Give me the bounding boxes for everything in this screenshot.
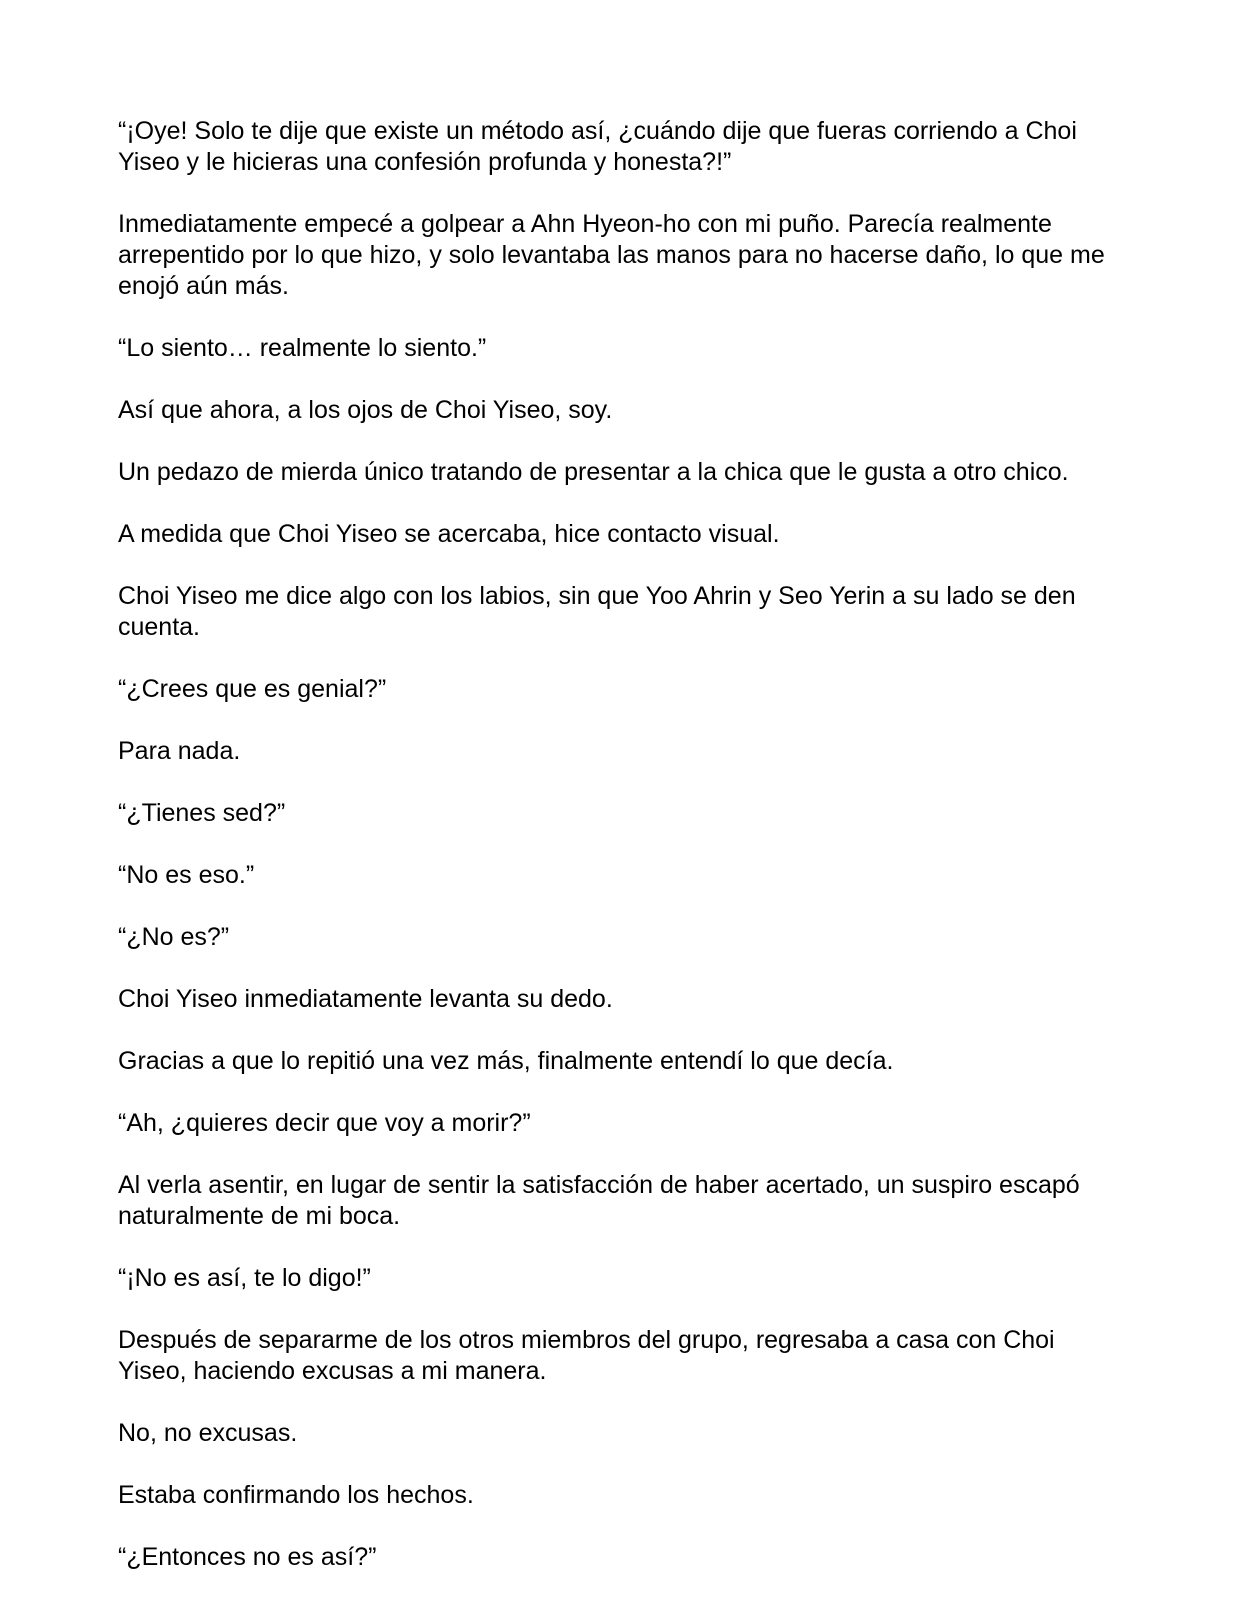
paragraph: “Ah, ¿quieres decir que voy a morir?” xyxy=(118,1109,531,1137)
paragraph: Después de separarme de los otros miembros del grupo, regresaba a casa con Choi Yiseo, haciendo excusas a mi manera. xyxy=(118,1326,1055,1385)
paragraph: Gracias a que lo repitió una vez más, finalmente entendí lo que decía. xyxy=(118,1047,894,1075)
paragraph: Un pedazo de mierda único tratando de presentar a la chica que le gusta a otro chico. xyxy=(118,458,1069,486)
paragraph: “¿Crees que es genial?” xyxy=(118,675,387,703)
paragraph: Así que ahora, a los ojos de Choi Yiseo, soy. xyxy=(118,396,613,424)
paragraph: “¡No es así, te lo digo!” xyxy=(118,1264,371,1292)
paragraph: Choi Yiseo me dice algo con los labios, sin que Yoo Ahrin y Seo Yerin a su lado se den cuenta. xyxy=(118,582,1076,641)
paragraph: Estaba confirmando los hechos. xyxy=(118,1481,474,1509)
paragraph: A medida que Choi Yiseo se acercaba, hice contacto visual. xyxy=(118,520,780,548)
paragraph: “¿Tienes sed?” xyxy=(118,799,286,827)
paragraph: “Lo siento… realmente lo siento.” xyxy=(118,334,487,362)
paragraph: “¿Entonces no es así?” xyxy=(118,1543,377,1571)
paragraph: Choi Yiseo inmediatamente levanta su dedo. xyxy=(118,985,613,1013)
paragraph: No, no excusas. xyxy=(118,1419,298,1447)
paragraph: Al verla asentir, en lugar de sentir la satisfacción de haber acertado, un suspiro escapó naturalmente de mi boca. xyxy=(118,1171,1080,1230)
paragraph: “No es eso.” xyxy=(118,861,255,889)
paragraph: Para nada. xyxy=(118,737,241,765)
paragraph: “¡Oye! Solo te dije que existe un método así, ¿cuándo dije que fueras corriendo a Choi Yiseo y le hicieras una confesión profunda y honesta?!” xyxy=(118,117,1077,176)
paragraph: “¿No es?” xyxy=(118,923,230,951)
paragraph: Inmediatamente empecé a golpear a Ahn Hyeon-ho con mi puño. Parecía realmente arrepentido por lo que hizo, y solo levantaba las manos para no hacerse daño, lo que me enojó aún más. xyxy=(118,210,1105,300)
document-body xyxy=(118,116,1128,1604)
